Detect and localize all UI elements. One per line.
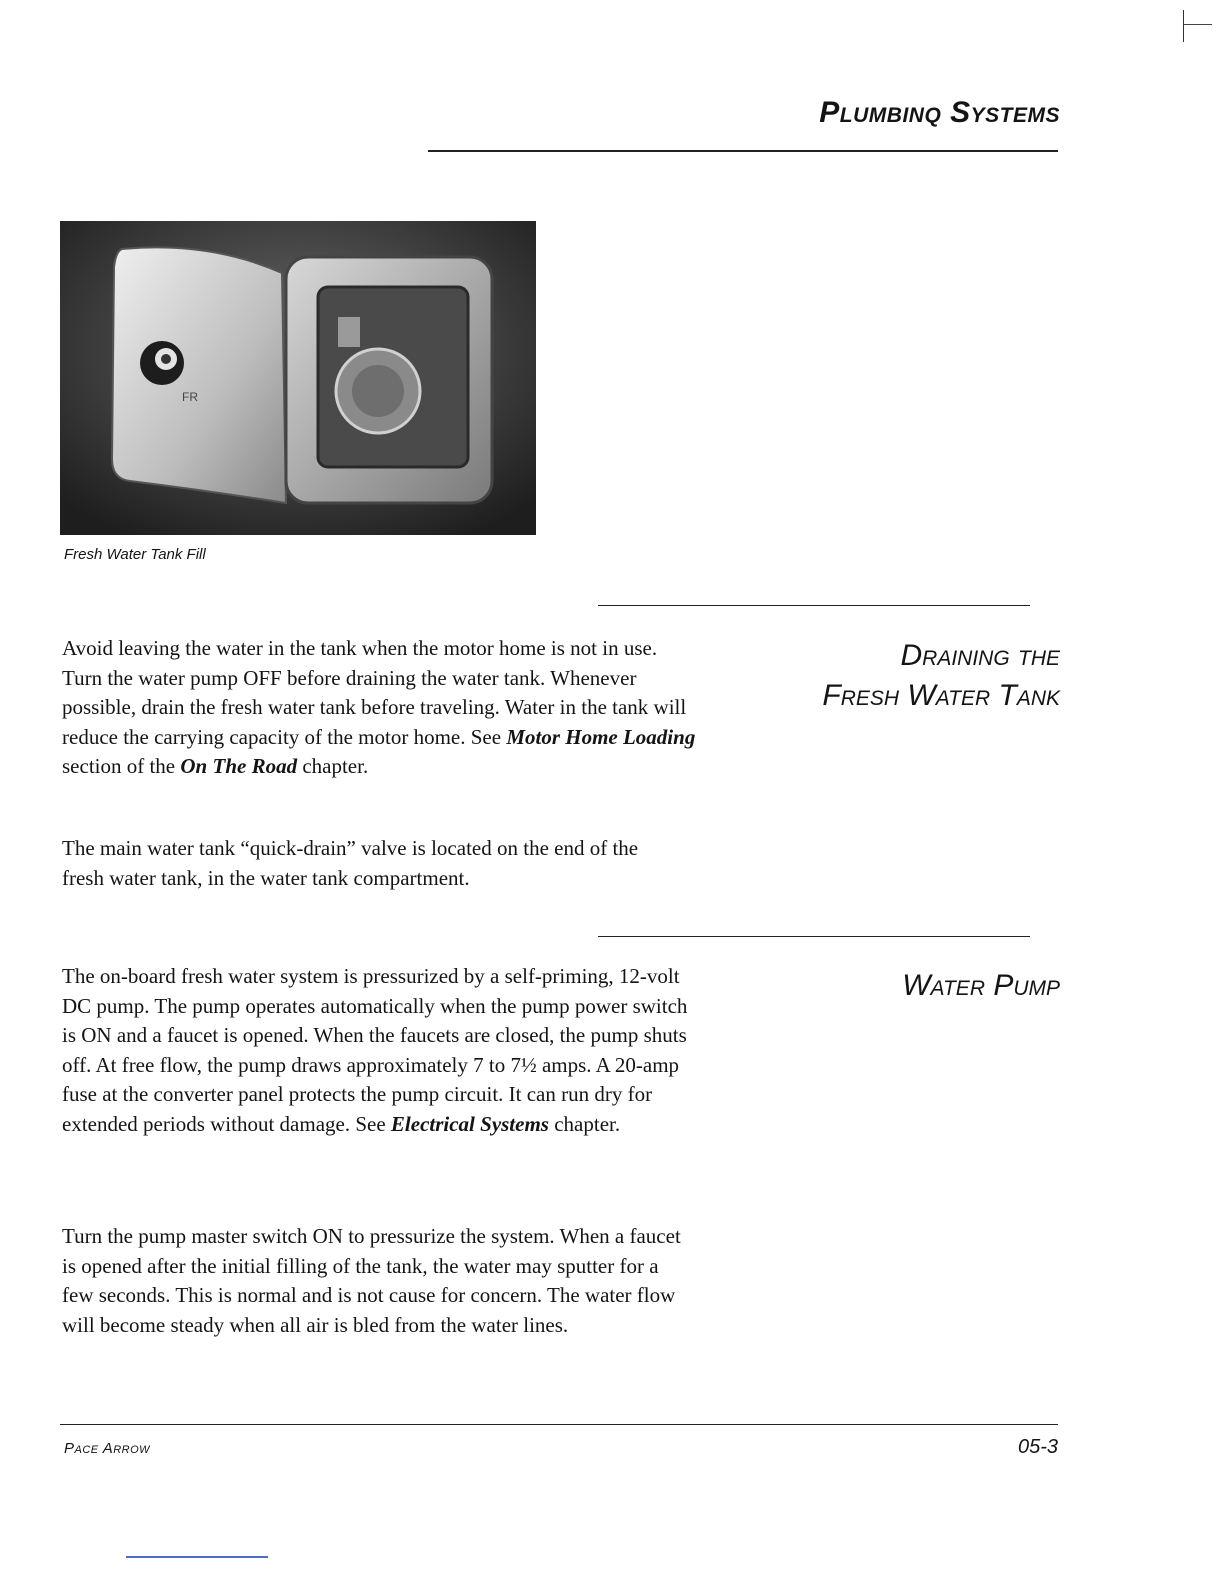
corner-registration-mark bbox=[1183, 10, 1214, 42]
footer-rule bbox=[60, 1424, 1058, 1425]
scan-artifact-line bbox=[126, 1556, 268, 1558]
section-heading-draining bbox=[822, 636, 1060, 716]
section-divider bbox=[598, 605, 1030, 606]
section-divider bbox=[598, 936, 1030, 937]
paragraph: The main water tank “quick-drain” valve is located on the end of the fresh water tank, in the water tank compartment. bbox=[62, 836, 639, 890]
cross-reference: On The Road bbox=[180, 754, 298, 778]
fresh-water-tank-fill-photo bbox=[60, 221, 536, 535]
section-heading-line: Draining the bbox=[900, 639, 1060, 672]
cross-reference: Electrical Systems bbox=[390, 1111, 549, 1136]
footer-product-name: Pace Arrow bbox=[64, 1440, 151, 1457]
footer-page-number: 05-3 bbox=[1017, 1436, 1058, 1458]
photo-illustration bbox=[60, 221, 536, 535]
paragraph: Turn the pump master switch ON to pressurize the system. When a faucet is opened after the initial filling of the tank, the water may sputter for a few seconds. This is normal and is not cause for concern. The water flow will become steady when all air is bled from the water lines. bbox=[62, 1224, 681, 1337]
section-heading-water-pump: Water Pump bbox=[902, 969, 1060, 1002]
page-header-title: Plumbinq Systems bbox=[819, 96, 1060, 129]
svg-text:FR: FR bbox=[182, 390, 198, 404]
figure-caption: Fresh Water Tank Fill bbox=[64, 546, 206, 563]
header-rule bbox=[428, 150, 1058, 152]
section-heading-line: Fresh Water Tank bbox=[822, 679, 1060, 712]
paragraph: The on-board fresh water system is pressurized by a self-priming, 12-volt DC pump. The pump operates automatically when the pump power switch is ON and a faucet is opened. When the faucets are closed, the pump shuts off. At free flow, the pump draws approximately 7 to 7½ amps. A 20-amp fuse at the converter panel protects the pump circuit. It can run dry for extended periods without damage. See Electrical Systems chapter. bbox=[62, 964, 688, 1136]
paragraph: Avoid leaving the water in the tank when the motor home is not in use. Turn the water pump OFF before draining the water tank. Whenever possible, drain the fresh water tank before traveling. Water in the tank will reduce the carrying capacity of the motor home. See Motor Home Loading section of the On The Road chapter. bbox=[62, 636, 696, 778]
cross-reference: Motor Home Loading bbox=[506, 724, 696, 749]
